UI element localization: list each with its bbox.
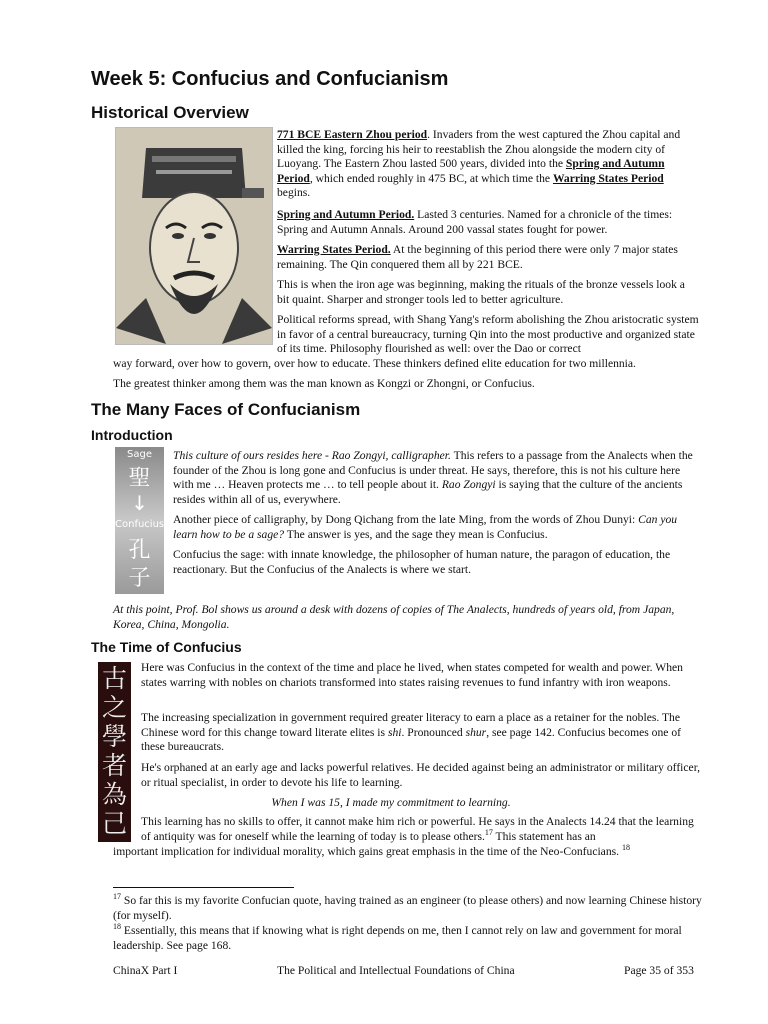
footnote-text: So far this is my favorite Confucian quote, having trained as an engineer (to please others) and now learning Chinese history (for myself). [113, 894, 702, 922]
overview-paragraph-political-reforms-cont: way forward, over how to govern, over how to educate. These thinkers defined elite education for two millennia. [113, 357, 636, 370]
calligraphy-char-5: 為 [101, 780, 127, 809]
page-title: Week 5: Confucius and Confucianism [91, 68, 449, 90]
time-paragraph-shi [141, 711, 701, 755]
overview-paragraph-warring-states [277, 243, 698, 272]
confucius-portrait-image [115, 127, 273, 345]
term-spring-autumn-heading: Spring and Autumn Period. [277, 208, 415, 221]
overview-paragraph-eastern-zhou [277, 128, 698, 201]
intro-paragraph-rao-zongyi [173, 449, 701, 507]
text-run: Another piece of calligraphy, by Dong Qichang from the late Ming, from the words of Zhou Dunyi: [173, 513, 639, 526]
name-rao-zongyi: Rao Zongyi [441, 478, 496, 492]
calligraphy-char-6: 己 [101, 809, 127, 838]
arrow-down-icon: ↓ [131, 491, 148, 515]
intro-note-prof-bol: At this point, Prof. Bol shows us around a desk with dozens of copies of The Analects, hundreds of years old, from Japan, Korea, China, Mongolia. [113, 603, 675, 631]
term-warring-states-period: Warring States Period [552, 171, 664, 185]
text-run: This learning has no skills to offer, it cannot make him rich or powerful. He says in the Analects 14.24 that the learning of antiquity was for oneself while the learning of today is to please others. [141, 815, 694, 843]
quote-rao-zongyi: This culture of ours resides here - Rao Zongyi, calligrapher. [173, 449, 451, 462]
section-heading-historical-overview: Historical Overview [91, 103, 249, 122]
time-paragraph-learning [141, 815, 703, 844]
calligraphy-label-confucius: Confucius [115, 519, 165, 530]
quote-learn-sage: Can you learn how to be a sage? [173, 513, 678, 541]
time-paragraph-learning-cont [113, 845, 703, 860]
term-shur: shur [465, 725, 487, 739]
calligraphy-char-1: 古 [101, 664, 127, 693]
calligraphy-char-3: 學 [101, 722, 127, 751]
subsection-heading-time-of-confucius: The Time of Confucius [91, 639, 242, 655]
calligraphy-char-4: 者 [101, 751, 127, 780]
time-quote-commitment: When I was 15, I made my commitment to learning. [271, 796, 511, 809]
text-run: This statement has an [492, 829, 596, 843]
subsection-heading-introduction: Introduction [91, 427, 173, 443]
term-shi: shi [387, 725, 402, 739]
calligraphy-char-kong: 孔 [128, 538, 151, 563]
calligraphy-learning-for-oneself-image [98, 662, 131, 842]
calligraphy-sage-confucius-image [115, 447, 164, 594]
text-run: begins. [277, 186, 311, 200]
overview-paragraph-confucius: The greatest thinker among them was the man known as Kongzi or Zhongni, or Confucius. [113, 377, 535, 390]
text-run: . Pronounced [401, 725, 466, 739]
time-paragraph-context: Here was Confucius in the context of the time and place he lived, when states competed for wealth and power. When states warring with nobles on chariots transformed into states raising revenues to fund infantry with iron weapons. [141, 661, 683, 689]
footer-center-title: The Political and Intellectual Foundations of China [277, 964, 515, 977]
calligraphy-char-sage: 聖 [128, 466, 151, 491]
calligraphy-char-zi: 子 [128, 566, 151, 591]
term-eastern-zhou-period: 771 BCE Eastern Zhou period [277, 128, 428, 141]
calligraphy-label-sage: Sage [127, 449, 152, 460]
text-run: . Invaders from the west captured the Zhou capital and killed the king, forcing his heir to reestablish the Zhou alongside the modern city of Luoyang. The Eastern Zhou lasted 500 years, divided into the [277, 128, 681, 171]
footnote-18 [113, 924, 703, 953]
overview-paragraph-political-reforms: Political reforms spread, with Shang Yang's reform abolishing the Zhou aristocratic system in favor of a central bureaucracy, turning Qin into the most productive and organized state of its time. Philosophy flourished as well: over the Dao or correct [277, 313, 699, 356]
calligraphy-char-2: 之 [101, 693, 127, 722]
time-paragraph-orphaned: He's orphaned at an early age and lacks powerful relatives. He decided against being an administrator or military officer, or ritual specialist, in order to devote his life to learning. [141, 761, 700, 789]
footnote-text: Essentially, this means that if knowing what is right depends on me, then I cannot rely on law and government for moral leadership. See page 168. [113, 924, 682, 952]
term-spring-autumn-period: Spring and Autumn Period [277, 157, 665, 185]
text-run: The increasing specialization in government required greater literacy to earn a place as a retainer for the nobles. The Chinese word for this change toward literate elites is [141, 711, 680, 739]
text-run: , see page 142. Confucius becomes one of these bureaucrats. [141, 725, 681, 754]
footnote-ref-17[interactable]: 17 [484, 827, 493, 837]
footer-page-number: Page 35 of 353 [624, 964, 694, 977]
footer-left-course: ChinaX Part I [113, 964, 178, 977]
overview-paragraph-iron-age: This is when the iron age was beginning, making the rituals of the bronze vessels look a bit quaint. Sharper and stronger tools led to better agriculture. [277, 278, 685, 306]
text-run: , which ended roughly in 475 BC, at which time the [309, 171, 553, 185]
section-heading-many-faces: The Many Faces of Confucianism [91, 400, 361, 419]
text-run: This refers to a passage from the Analects when the founder of the Zhou is long gone and Confucius is under threat. He says, therefore, this is not his culture here with me … Heaven protects me … to tell people about it. [173, 449, 693, 492]
text-run: The answer is yes, and the sage they mean is Confucius. [284, 527, 548, 541]
footnote-17 [113, 894, 703, 923]
text-run: is saying that the culture of the ancients resides within all of us, everywhere. [173, 478, 683, 506]
text-run: At the beginning of this period there were only 7 major states remaining. The Qin conquered them all by 221 BCE. [277, 243, 678, 271]
term-warring-states-heading: Warring States Period. [277, 243, 391, 256]
footnote-ref-18[interactable]: 18 [621, 843, 630, 853]
text-run: Lasted 3 centuries. Named for a chronicle of the times: Spring and Autumn Annals. Around 200 vassal states fought for power. [277, 208, 673, 236]
footnote-divider [113, 887, 294, 888]
overview-paragraph-spring-autumn [277, 208, 698, 237]
intro-paragraph-dong-qichang [173, 513, 701, 542]
intro-paragraph-confucius-sage: Confucius the sage: with innate knowledge, the philosopher of human nature, the paragon of education, the reactionary. But the Confucius of the Analects is where we start. [173, 548, 671, 576]
footnote-number-17: 17 [113, 892, 121, 902]
text-run: important implication for individual morality, which gains great emphasis in the time of the Neo-Confucians. [113, 845, 620, 858]
footnote-number-18: 18 [113, 922, 121, 932]
